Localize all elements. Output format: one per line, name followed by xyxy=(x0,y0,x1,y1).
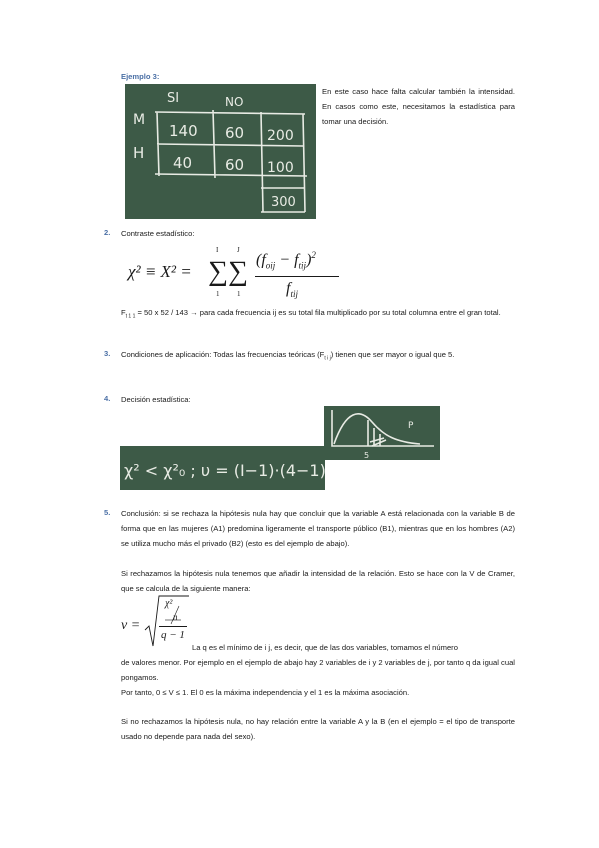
board-h-total: 100 xyxy=(267,160,294,176)
section5-para3-rest: de valores menor. Por ejemplo en el ejemplo de abajo hay 2 variables de i y 2 variables de j, por tanto q da igual cual pongamos. xyxy=(121,658,515,682)
cramer-chi: χ² xyxy=(165,598,173,609)
sum1-top: I xyxy=(216,246,219,254)
den-sub: tij xyxy=(290,289,298,300)
section5-para3-line1: La q es el mínimo de i j, es decir, que de las dos variables, tomamos el número xyxy=(192,643,458,652)
board-col-si: SI xyxy=(167,91,180,106)
section2-title: Contraste estadístico: xyxy=(121,229,195,238)
cramer-fraction-bar xyxy=(159,626,187,627)
chalkboard-contingency-table xyxy=(125,84,316,219)
section2-note xyxy=(121,305,515,325)
num-open: (f xyxy=(256,251,266,269)
section5-number: 5. xyxy=(104,508,111,517)
board-col-no: NO xyxy=(225,95,244,109)
note-sub: t 1 1 xyxy=(125,313,136,320)
board-grand-total: 300 xyxy=(271,195,296,210)
svg-text:P: P xyxy=(408,421,414,431)
num-close: ) xyxy=(306,251,312,269)
board-m-no: 60 xyxy=(225,124,245,142)
section3-before: Condiciones de aplicación: Todas las frecuencias teóricas (F xyxy=(121,350,325,359)
section5-para4: Por tanto, 0 ≤ V ≤ 1. El 0 es la máxima independencia y el 1 es la máxima asociación. xyxy=(121,688,410,697)
cramer-n: n xyxy=(173,612,178,622)
section4-title: Decisión estadística: xyxy=(121,395,191,404)
note-prefix: F xyxy=(121,308,126,317)
sum2-bottom: 1 xyxy=(237,290,241,298)
section3-text xyxy=(121,347,515,367)
fraction-bar xyxy=(255,276,339,277)
board-decision-text: χ² < χ²₀ ; υ = (I−1)·(4−1) xyxy=(124,461,325,480)
cramer-v-formula xyxy=(121,594,191,650)
sum2-sigma: ∑ xyxy=(228,256,248,287)
section4-number: 4. xyxy=(104,394,111,403)
cramer-lhs: v = xyxy=(121,618,141,633)
section2-number: 2. xyxy=(104,228,111,237)
sum1-bottom: 1 xyxy=(216,290,220,298)
section5-para5: Si no rechazamos la hipótesis nula, no hay relación entre la variable A y la B (en el ejemplo = el tipo de transporte usado no depende para nada del sexo). xyxy=(121,717,515,741)
example-title: Ejemplo 3: xyxy=(121,72,160,81)
section5-para2: Si rechazamos la hipótesis nula tenemos que añadir la intensidad de la relación. Esto se hace con la V de Cramer, que se calcula de la siguiente manera: xyxy=(121,569,515,593)
sum1-sigma: ∑ xyxy=(208,256,228,287)
cramer-denom: q − 1 xyxy=(161,629,185,641)
num-exp: 2 xyxy=(311,250,316,260)
num-sub1: oij xyxy=(265,260,276,271)
formula-denominator xyxy=(286,280,298,299)
example-text: En este caso hace falta calcular también la intensidad. En casos como este, necesitamos la estadística para tomar una decisión. xyxy=(322,87,515,126)
board-m-total: 200 xyxy=(267,128,294,144)
section3-number: 3. xyxy=(104,349,111,358)
board-row-h: H xyxy=(133,144,145,162)
svg-text:5: 5 xyxy=(364,451,370,460)
formula-numerator xyxy=(256,250,316,271)
section5-para1: Conclusión: si se rechaza la hipótesis nula hay que concluir que la variable A está relacionada con la variable B de forma que en las mujeres (A1) predomina ligeramente el transporte público (B1), mientras que en los hombres (A2) se utiliza mucho más el privado (B2) (esto es del ejemplo de abajo). xyxy=(121,509,515,548)
board-h-no: 60 xyxy=(225,156,245,174)
note-text: = 50 x 52 / 143 → para cada frecuencia ij es su total fila multiplicado por su total columna entre el gran total. xyxy=(137,308,501,317)
num-minus: − f xyxy=(275,251,299,269)
sum2-top: J xyxy=(237,246,240,254)
board-row-m: M xyxy=(133,112,146,128)
chi-square-formula xyxy=(128,244,368,304)
formula-lhs: χ² ≡ X² = xyxy=(128,262,192,281)
section3-after: ) tienen que ser mayor o igual que 5. xyxy=(330,350,455,359)
chalkboard-distribution xyxy=(324,406,440,460)
section3-sub: t i j xyxy=(324,355,331,362)
den-f: f xyxy=(286,280,291,297)
chalkboard-decision xyxy=(120,446,325,490)
num-sub2: tij xyxy=(298,260,307,271)
board-h-si: 40 xyxy=(173,154,193,172)
board-m-si: 140 xyxy=(169,122,198,140)
